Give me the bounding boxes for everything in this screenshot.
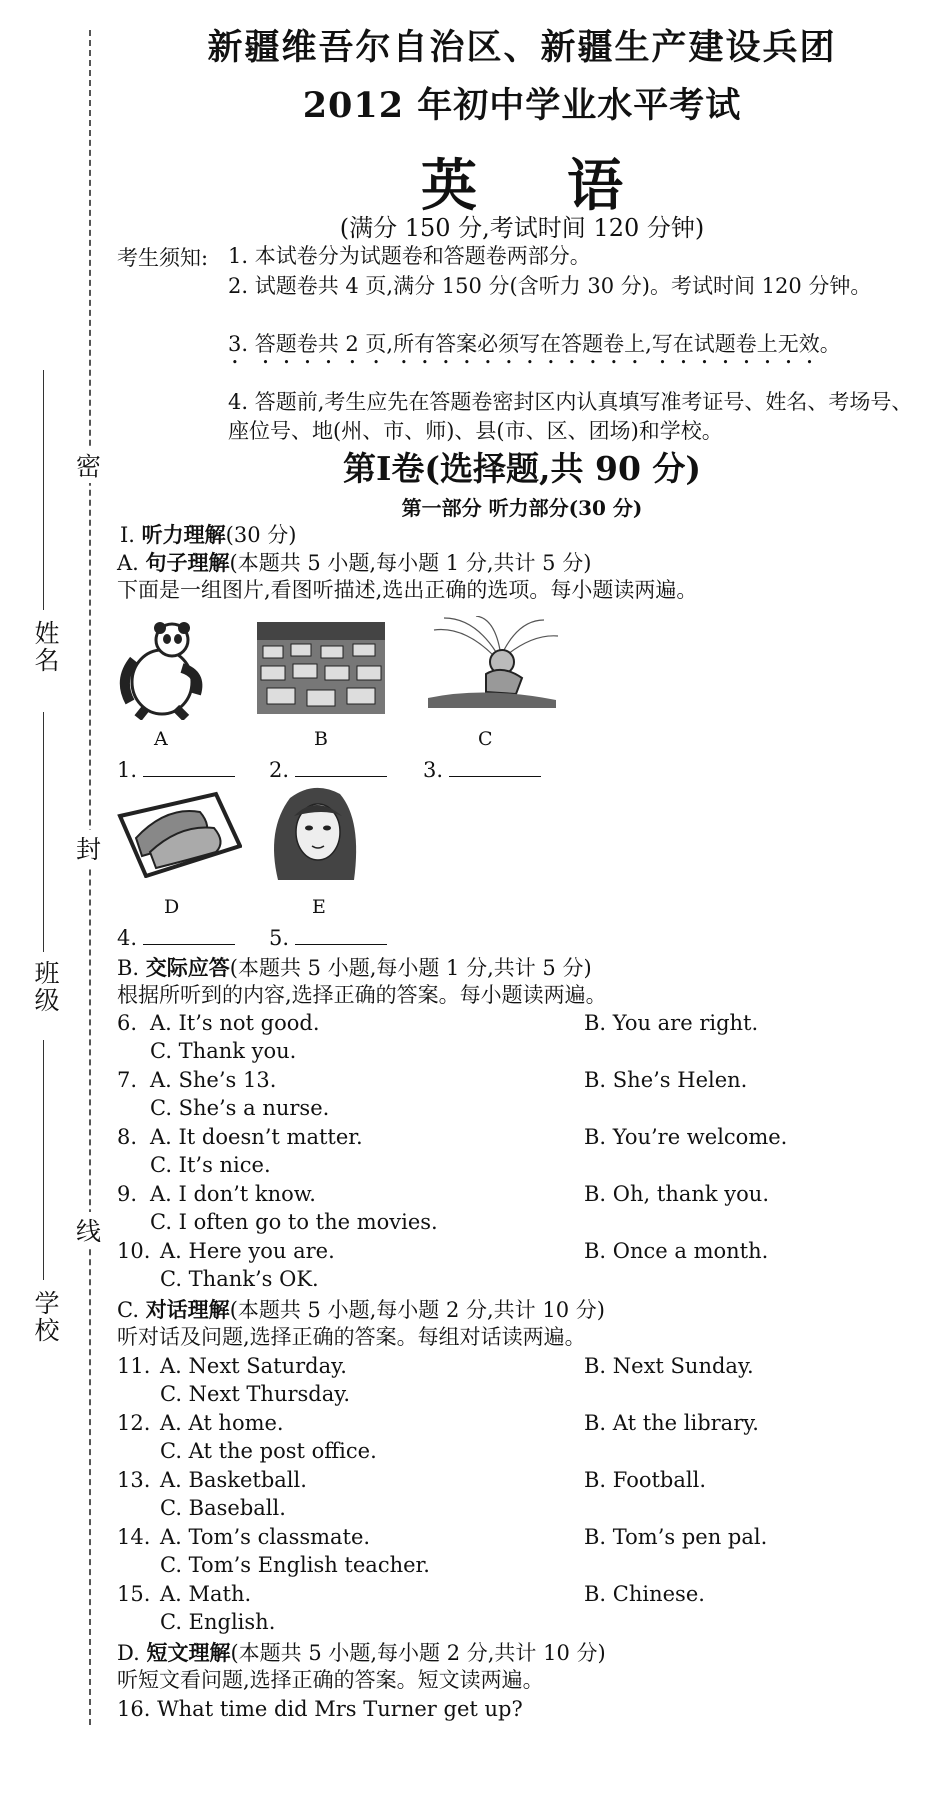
seal-dashed-line xyxy=(89,30,91,1725)
sunbathing-icon xyxy=(424,616,560,714)
question-7-option-c: C. She’s a nurse. xyxy=(150,1096,330,1120)
question-13-number: 13. xyxy=(117,1468,151,1492)
section-1-title: 听力理解 xyxy=(141,522,226,547)
question-15-number: 15. xyxy=(117,1582,151,1606)
question-6-option-a: A. It’s not good. xyxy=(150,1011,320,1035)
section-1-points: (30 分) xyxy=(225,523,297,547)
school-write-line[interactable] xyxy=(43,1040,44,1280)
section-d-heading xyxy=(117,1640,606,1666)
section-d-instruction: 听短文看问题,选择正确的答案。短文读两遍。 xyxy=(117,1668,544,1692)
section-b-heading xyxy=(117,955,592,981)
picture-d-label: D xyxy=(164,896,180,918)
question-9-number: 9. xyxy=(117,1182,138,1206)
blank-5-line[interactable] xyxy=(295,926,387,945)
question-10-option-b: B. Once a month. xyxy=(584,1239,769,1263)
picture-b xyxy=(257,622,385,714)
section-1-roman: Ⅰ. xyxy=(120,523,135,547)
seal-char-mi: 密 xyxy=(76,447,101,483)
seal-sidebar xyxy=(0,0,110,1805)
answer-blank-5 xyxy=(269,926,387,951)
class-write-line[interactable] xyxy=(43,712,44,952)
blank-1-line[interactable] xyxy=(143,758,235,777)
question-14-option-a: A. Tom’s classmate. xyxy=(160,1525,371,1549)
blank-2-line[interactable] xyxy=(295,758,387,777)
exam-page xyxy=(112,0,932,1805)
section-a-heading xyxy=(117,550,591,576)
section-1-heading xyxy=(120,522,296,548)
shoes-icon xyxy=(116,786,242,878)
section-a-instruction: 下面是一组图片,看图听描述,选出正确的选项。每小题读两遍。 xyxy=(117,578,698,602)
question-8-option-a: A. It doesn’t matter. xyxy=(150,1125,363,1149)
question-11-option-a: A. Next Saturday. xyxy=(160,1354,347,1378)
seal-char-feng: 封 xyxy=(76,830,101,866)
blank-4-number: 4. xyxy=(117,926,138,950)
question-9-option-a: A. I don’t know. xyxy=(150,1182,316,1206)
question-12-number: 12. xyxy=(117,1411,151,1435)
question-10-option-a: A. Here you are. xyxy=(160,1239,335,1263)
section-a-info: (本题共 5 小题,每小题 1 分,共计 5 分) xyxy=(229,551,592,575)
section-b-instruction: 根据所听到的内容,选择正确的答案。每小题读两遍。 xyxy=(117,983,607,1007)
section-c-info: (本题共 5 小题,每小题 2 分,共计 10 分) xyxy=(229,1298,605,1322)
note-3: 3. 答题卷共 2 页,所有答案必须写在答题卷上,写在试题卷上无效。 xyxy=(228,332,841,356)
question-7-option-a: A. She’s 13. xyxy=(150,1068,277,1092)
picture-a xyxy=(116,620,208,720)
question-7-number: 7. xyxy=(117,1068,138,1092)
answer-blank-4 xyxy=(117,926,235,951)
blank-4-line[interactable] xyxy=(143,926,235,945)
question-6-option-b: B. You are right. xyxy=(584,1011,759,1035)
section-c-heading xyxy=(117,1297,605,1323)
question-6-number: 6. xyxy=(117,1011,138,1035)
section-d-info: (本题共 5 小题,每小题 2 分,共计 10 分) xyxy=(230,1641,606,1665)
exam-year-title: 2012 年初中学业水平考试 xyxy=(302,85,742,126)
panda-icon xyxy=(116,620,208,720)
picture-a-label: A xyxy=(154,728,168,750)
section-b-info: (本题共 5 小题,每小题 1 分,共计 5 分) xyxy=(229,956,592,980)
question-13-option-a: A. Basketball. xyxy=(160,1468,307,1492)
picture-e-label: E xyxy=(312,896,326,918)
girl-portrait-icon xyxy=(264,780,364,884)
part-title: 第一部分 听力部分(30 分) xyxy=(401,496,643,520)
answer-blank-1 xyxy=(117,758,235,783)
seal-char-xian: 线 xyxy=(76,1212,101,1248)
section-d-letter: D. xyxy=(117,1641,140,1665)
section-a-letter: A. xyxy=(117,551,139,575)
question-14-option-b: B. Tom’s pen pal. xyxy=(584,1525,768,1549)
section-b-title: 交际应答 xyxy=(145,955,230,980)
picture-c-label: C xyxy=(478,728,493,750)
question-15-option-c: C. English. xyxy=(160,1610,276,1634)
note-4: 4. 答题前,考生应先在答题卷密封区内认真填写准考证号、姓名、考场号、座位号、地(州、市、师)、县(市、区、团场)和学校。 xyxy=(228,390,913,443)
full-score-note: (满分 150 分,考试时间 120 分钟) xyxy=(339,214,705,242)
name-write-line[interactable] xyxy=(43,370,44,610)
question-8-option-b: B. You’re welcome. xyxy=(584,1125,788,1149)
picture-c xyxy=(424,616,560,714)
question-15-option-a: A. Math. xyxy=(160,1582,252,1606)
question-8-number: 8. xyxy=(117,1125,138,1149)
question-14-option-c: C. Tom’s English teacher. xyxy=(160,1553,430,1577)
picture-e xyxy=(264,780,364,884)
answer-blank-3 xyxy=(423,758,541,783)
question-6-option-c: C. Thank you. xyxy=(150,1039,297,1063)
question-7-option-b: B. She’s Helen. xyxy=(584,1068,748,1092)
note-1: 1. 本试卷分为试题卷和答题卷两部分。 xyxy=(228,244,591,268)
question-11-option-c: C. Next Thursday. xyxy=(160,1382,351,1406)
class-label: 班级 xyxy=(31,960,60,1014)
blank-1-number: 1. xyxy=(117,758,138,782)
question-13-option-c: C. Baseball. xyxy=(160,1496,286,1520)
exam-region-title: 新疆维吾尔自治区、新疆生产建设兵团 xyxy=(207,27,837,68)
section-a-title: 句子理解 xyxy=(145,550,230,575)
note-2: 2. 试题卷共 4 页,满分 150 分(含听力 30 分)。考试时间 120 分钟。 xyxy=(228,274,872,298)
question-11-number: 11. xyxy=(117,1354,151,1378)
question-8-option-c: C. It’s nice. xyxy=(150,1153,271,1177)
section-b-letter: B. xyxy=(117,956,140,980)
blank-3-number: 3. xyxy=(423,758,444,782)
blank-3-line[interactable] xyxy=(449,758,541,777)
traffic-jam-icon xyxy=(257,622,385,714)
question-15-option-b: B. Chinese. xyxy=(584,1582,705,1606)
section-c-title: 对话理解 xyxy=(145,1297,230,1322)
question-9-option-b: B. Oh, thank you. xyxy=(584,1182,769,1206)
question-12-option-a: A. At home. xyxy=(160,1411,284,1435)
notes-label: 考生须知: xyxy=(117,246,209,270)
question-13-option-b: B. Football. xyxy=(584,1468,707,1492)
question-12-option-b: B. At the library. xyxy=(584,1411,759,1435)
name-label: 姓名 xyxy=(31,620,60,674)
blank-2-number: 2. xyxy=(269,758,290,782)
question-10-number: 10. xyxy=(117,1239,151,1263)
picture-d xyxy=(116,786,242,878)
subject-title: 英语 xyxy=(421,153,713,219)
school-label: 学校 xyxy=(31,1290,60,1344)
section-d-title: 短文理解 xyxy=(146,1640,231,1665)
picture-b-label: B xyxy=(314,728,328,750)
blank-5-number: 5. xyxy=(269,926,290,950)
question-16: 16. What time did Mrs Turner get up? xyxy=(117,1697,523,1721)
question-11-option-b: B. Next Sunday. xyxy=(584,1354,754,1378)
volume-title: 第Ⅰ卷(选择题,共 90 分) xyxy=(342,449,702,488)
section-c-letter: C. xyxy=(117,1298,139,1322)
section-c-instruction: 听对话及问题,选择正确的答案。每组对话读两遍。 xyxy=(117,1325,586,1349)
question-9-option-c: C. I often go to the movies. xyxy=(150,1210,438,1234)
question-10-option-c: C. Thank’s OK. xyxy=(160,1267,319,1291)
question-12-option-c: C. At the post office. xyxy=(160,1439,377,1463)
question-14-number: 14. xyxy=(117,1525,151,1549)
